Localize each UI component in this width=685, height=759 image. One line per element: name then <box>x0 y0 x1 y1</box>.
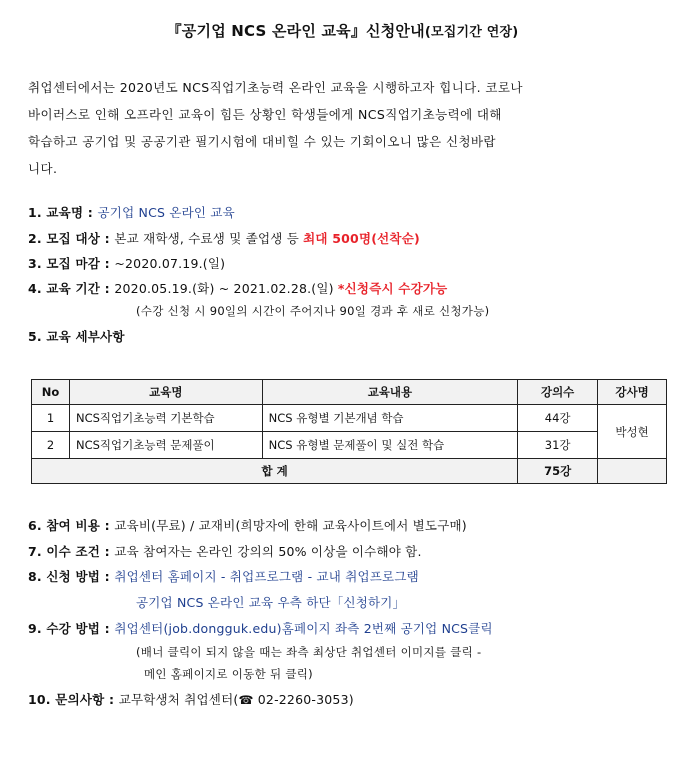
cell-no: 2 <box>32 432 70 459</box>
item-completion <box>28 542 422 560</box>
item-inquiry <box>28 690 354 708</box>
item-target <box>28 229 420 247</box>
title-main: 『공기업 NCS 온라인 교육』신청안내 <box>166 22 425 40</box>
item-label: 6. 참여 비용 : <box>28 518 115 533</box>
item-study-note-1: (배너 클릭이 되지 않을 때는 좌측 최상단 취업센터 이미지를 클릭 - <box>136 645 482 659</box>
item-value: 2020.05.19.(화) ~ 2021.02.28.(일) <box>114 281 338 296</box>
intro-line: 학습하고 공기업 및 공공기관 필기시험에 대비힐 수 있는 기회이오니 많은 신청바랍 <box>28 134 496 149</box>
item-label: 9. 수강 방법 : <box>28 621 115 636</box>
item-study-method <box>28 619 493 637</box>
header-instructor: 강사명 <box>598 380 667 405</box>
header-no: No <box>32 380 70 405</box>
table-row <box>32 405 667 432</box>
header-lecture-count: 강의수 <box>518 380 598 405</box>
item-period-note: (수강 신청 시 90일의 시간이 주어지나 90일 경과 후 새로 신청가능) <box>136 304 490 318</box>
item-label: 4. 교육 기간 : <box>28 281 115 296</box>
item-details-heading <box>28 327 125 345</box>
item-label: 8. 신청 방법 : <box>28 569 115 584</box>
intro-line: 취업센터에서는 2020년도 NCS직업기초능력 온라인 교육을 시행하고자 힙니다. 코로나 <box>28 80 523 95</box>
item-value: 교무학생처 취업센터( <box>118 692 239 707</box>
cell-total-empty <box>598 459 667 484</box>
cell-lecture-count: 31강 <box>518 432 598 459</box>
cell-content: NCS 유형별 문제풀이 및 실전 학습 <box>262 432 518 459</box>
item-label: 7. 이수 조건 : <box>28 544 115 559</box>
item-label: 2. 모집 대상 : <box>28 231 115 246</box>
item-apply-method <box>28 567 419 585</box>
item-deadline <box>28 254 225 272</box>
item-value: 본교 재학생, 수료생 및 졸업생 등 <box>114 231 304 246</box>
cell-content: NCS 유형별 기본개념 학습 <box>262 405 518 432</box>
cell-no: 1 <box>32 405 70 432</box>
item-value: 공기업 NCS 온라인 교육 <box>97 205 235 220</box>
intro-line: 니다. <box>28 161 58 176</box>
table-row <box>32 432 667 459</box>
course-table <box>31 379 667 484</box>
item-value-phone: 02-2260-3053) <box>253 692 354 707</box>
item-value: ~2020.07.19.(일) <box>114 256 226 271</box>
title-suffix: (모집기간 연장) <box>424 25 519 40</box>
item-value: 취업센터 홈페이지 - 취업프로그램 - 교내 취업프로그램 <box>114 569 419 584</box>
page-title <box>0 20 685 41</box>
cell-instructor: 박성현 <box>598 405 667 459</box>
intro-line: 바이러스로 인해 오프라인 교육이 힘든 상황인 학생들에게 NCS직업기초능력에 대해 <box>28 107 502 122</box>
item-apply-method-cont: 공기업 NCS 온라인 교육 우측 하단「신청하기」 <box>136 595 406 610</box>
item-period <box>28 279 447 297</box>
cell-course-name: NCS직업기초능력 문제풀이 <box>69 432 262 459</box>
item-value: 취업센터(job.dongguk.edu)홈페이지 좌측 2번째 공기업 NCS클릭 <box>114 621 493 636</box>
item-highlight: 최대 500명(선착순) <box>303 231 420 246</box>
phone-icon: ☎ <box>238 693 254 707</box>
item-value: 교육 참여자는 온라인 강의의 50% 이상을 이수해야 함. <box>114 544 422 559</box>
item-label: 3. 모집 마감 : <box>28 256 115 271</box>
cell-course-name: NCS직업기초능력 기본학습 <box>69 405 262 432</box>
item-study-note-2: 메인 홈페이지로 이동한 뒤 클릭) <box>144 667 313 681</box>
item-label: 1. 교육명 : <box>28 205 98 220</box>
cell-lecture-count: 44강 <box>518 405 598 432</box>
table-total-row <box>32 459 667 484</box>
header-course-name: 교육명 <box>69 380 262 405</box>
item-course-name <box>28 203 235 221</box>
item-label: 5. 교육 세부사항 <box>28 329 125 344</box>
item-highlight: *신청즉시 수강가능 <box>337 281 448 296</box>
cell-total-label: 합 계 <box>32 459 518 484</box>
table-header-row <box>32 380 667 405</box>
item-cost <box>28 516 467 534</box>
cell-total-count: 75강 <box>518 459 598 484</box>
item-value: 교육비(무료) / 교재비(희망자에 한해 교육사이트에서 별도구매) <box>114 518 467 533</box>
header-content: 교육내용 <box>262 380 518 405</box>
item-label: 10. 문의사항 : <box>28 692 119 707</box>
intro-paragraph <box>28 74 648 182</box>
